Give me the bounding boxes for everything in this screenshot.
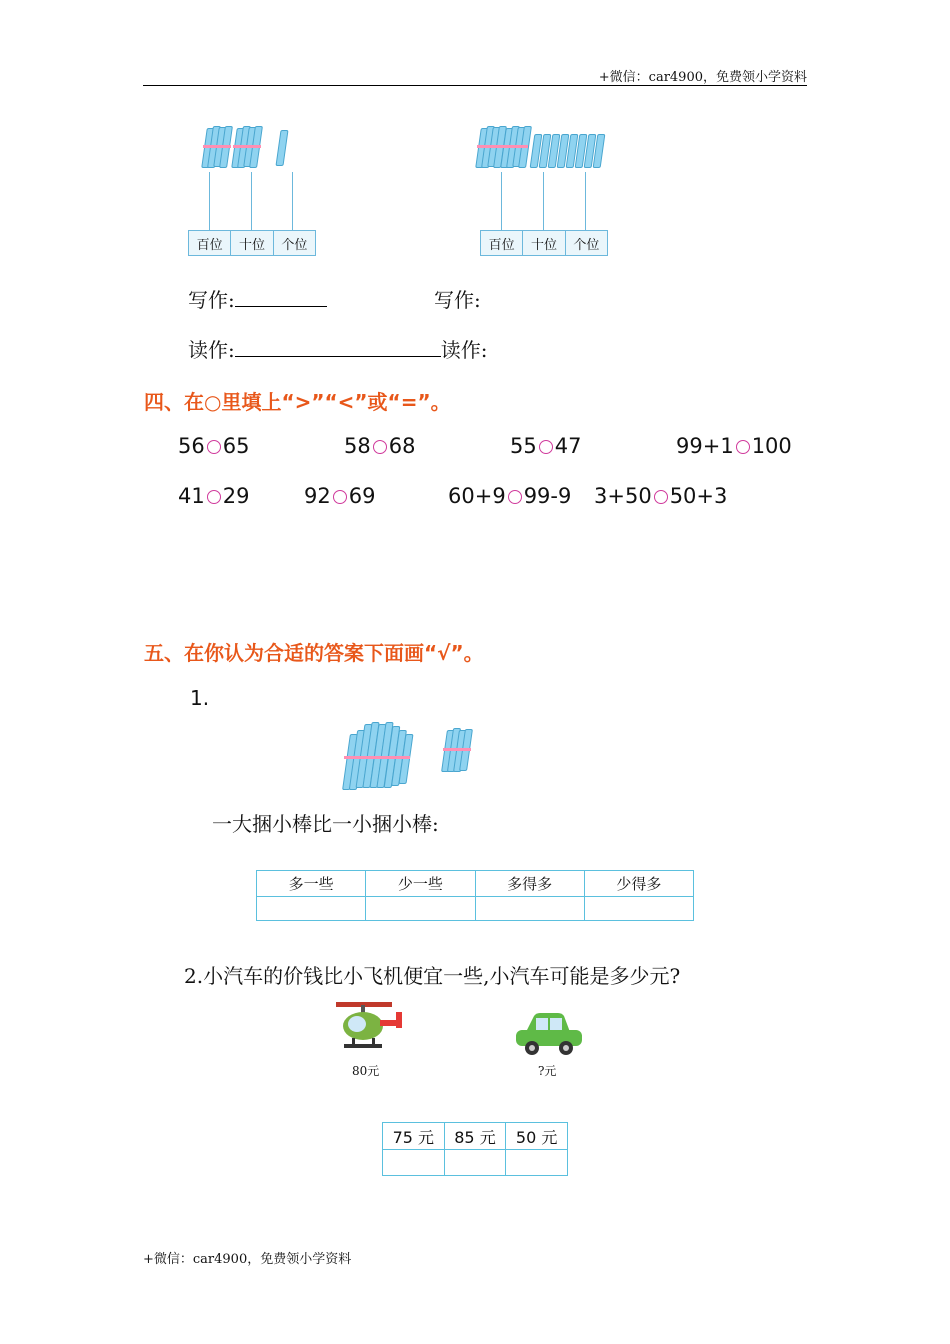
compare-item: 3+50 50+3: [594, 484, 728, 508]
answer-circle[interactable]: [207, 490, 221, 504]
answer-cell[interactable]: [584, 897, 693, 921]
read-left: [188, 334, 488, 363]
header-rule: [143, 85, 807, 86]
compare-item: 99+1 100: [676, 434, 792, 458]
option-label: 85 元: [444, 1123, 506, 1150]
helicopter-price: 80元: [352, 1064, 380, 1078]
helicopter-icon: [330, 1000, 406, 1060]
compare-item: 58 68: [344, 434, 416, 458]
read-blank[interactable]: [235, 338, 441, 357]
tens-label: 十位: [523, 231, 565, 255]
write-label: 写作:: [434, 288, 481, 312]
compare-item: 60+9 99-9: [448, 484, 572, 508]
option-label: 多一些: [257, 871, 366, 897]
answer-circle[interactable]: [654, 490, 668, 504]
question2-text: 2.小汽车的价钱比小飞机便宜一些,小汽车可能是多少元?: [184, 964, 681, 988]
compare-item: 92 69: [304, 484, 376, 508]
option-label: 75 元: [383, 1123, 445, 1150]
question1-text: 一大捆小棒比一小捆小棒:: [212, 812, 439, 836]
answer-circle[interactable]: [736, 440, 750, 454]
option-label: 少一些: [366, 871, 475, 897]
answer-circle[interactable]: [539, 440, 553, 454]
ones-label: 个位: [573, 237, 600, 253]
question1-options-table: [256, 870, 694, 921]
section5-title: 五、在你认为合适的答案下面画“√”。: [144, 641, 484, 665]
compare-item: 56 65: [178, 434, 250, 458]
question1-number: 1.: [190, 686, 210, 710]
compare-item: 55 47: [510, 434, 582, 458]
answer-cell[interactable]: [506, 1150, 568, 1176]
answer-cell[interactable]: [475, 897, 584, 921]
read-label: 读作:: [188, 338, 235, 362]
read-label: 读作:: [440, 338, 488, 362]
option-label: 少得多: [584, 871, 693, 897]
write-label: 写作:: [188, 288, 235, 312]
option-label: 多得多: [475, 871, 584, 897]
hundreds-label: 百位: [189, 231, 231, 255]
write-left: [188, 284, 327, 313]
hundreds-label: 百位: [481, 231, 523, 255]
answer-circle[interactable]: [373, 440, 387, 454]
footer-watermark: +微信：car4900，免费领小学资料: [143, 1252, 352, 1267]
option-label: 50 元: [506, 1123, 568, 1150]
answer-cell[interactable]: [366, 897, 475, 921]
header-watermark: +微信：car4900，免费领小学资料: [598, 70, 807, 85]
write-right: [434, 284, 481, 313]
answer-cell[interactable]: [444, 1150, 506, 1176]
write-blank[interactable]: [235, 288, 327, 307]
place-value-table-left: [188, 230, 316, 256]
compare-item: 41 29: [178, 484, 250, 508]
tens-label: 十位: [231, 231, 273, 255]
question2-options-table: [382, 1122, 568, 1176]
car-price: ?元: [538, 1064, 557, 1078]
section4-title: 四、在○里填上“>”“<”或“=”。: [144, 390, 451, 414]
answer-circle[interactable]: [207, 440, 221, 454]
answer-cell[interactable]: [383, 1150, 445, 1176]
answer-circle[interactable]: [333, 490, 347, 504]
car-icon: [512, 1010, 584, 1060]
answer-cell[interactable]: [257, 897, 366, 921]
place-value-table-right: [480, 230, 608, 256]
ones-label: 个位: [281, 237, 308, 253]
answer-circle[interactable]: [508, 490, 522, 504]
